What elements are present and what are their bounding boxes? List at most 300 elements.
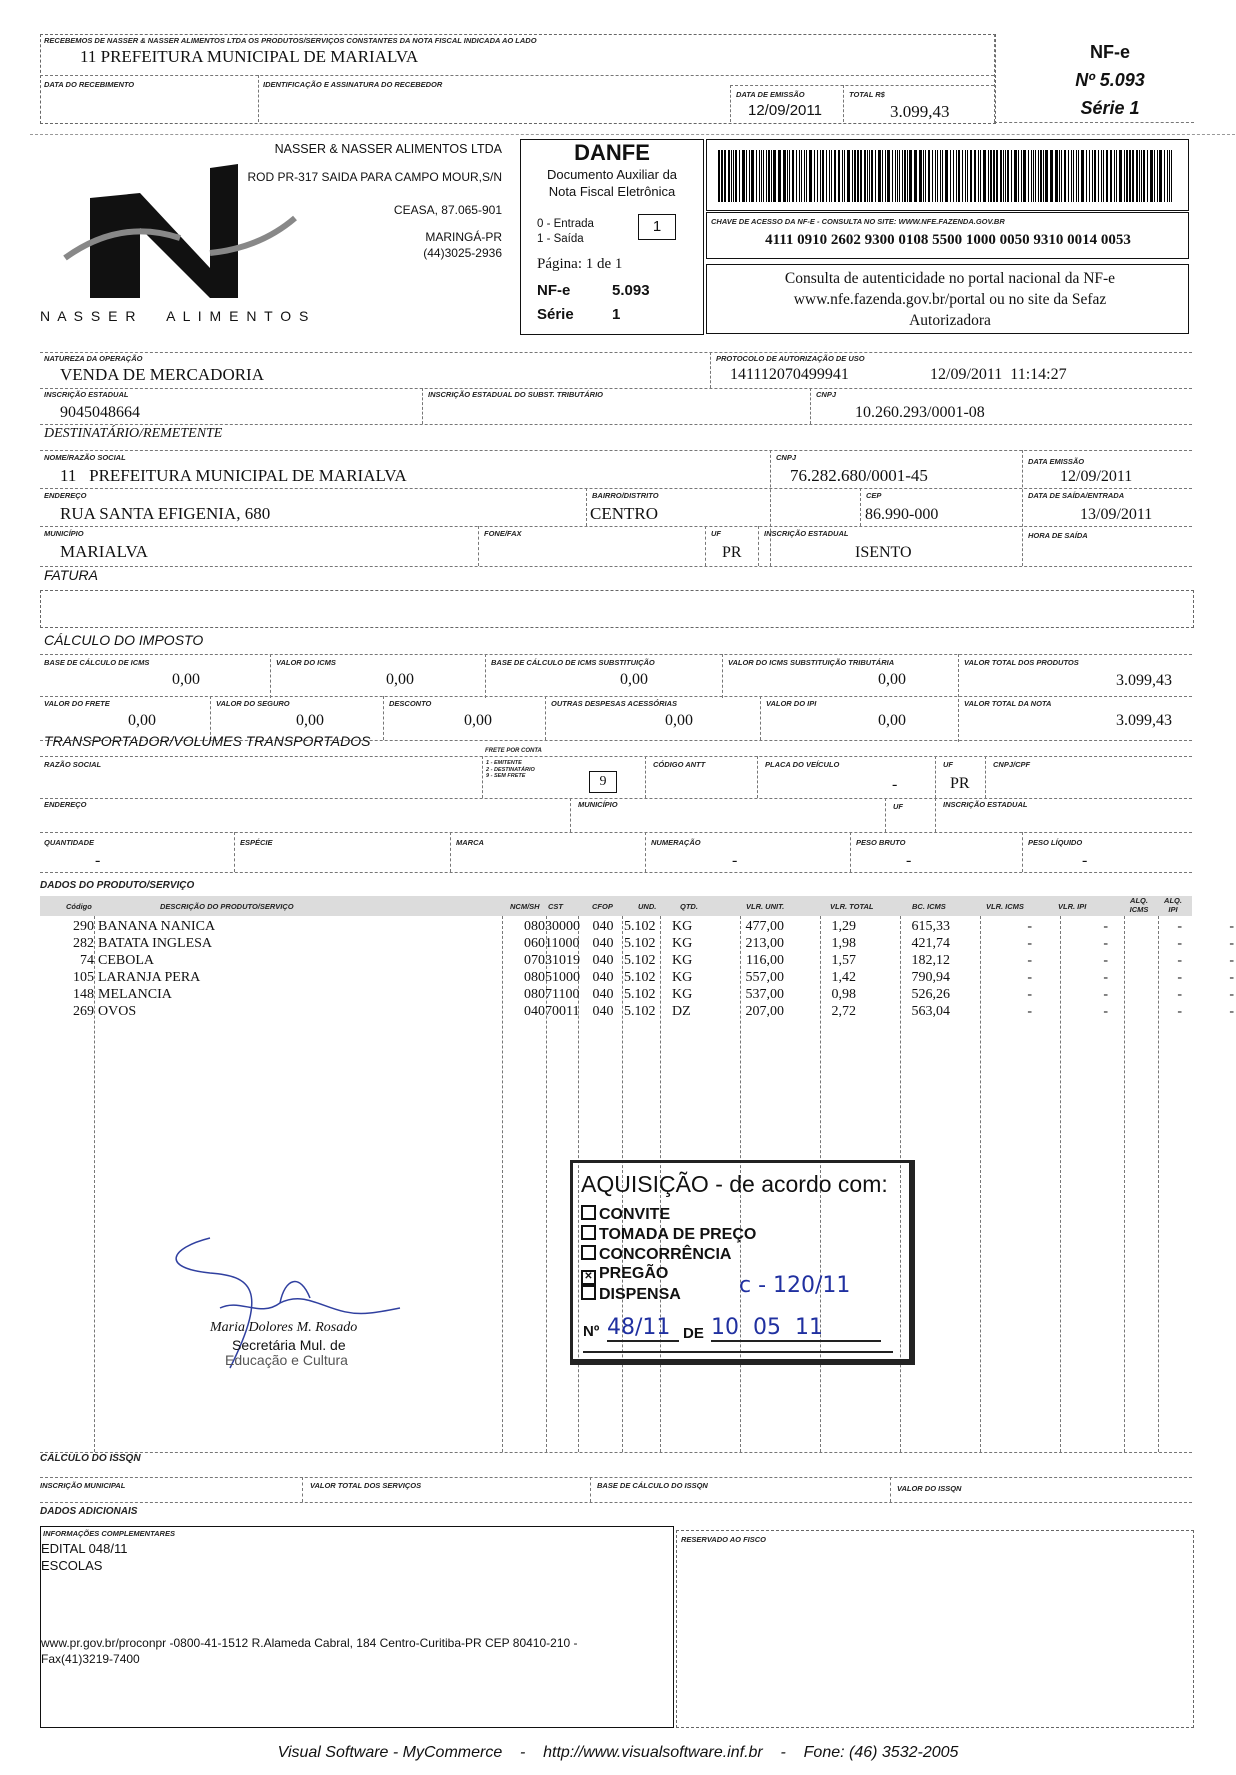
marca-label: MARCA <box>456 838 484 847</box>
fisco-label: RESERVADO AO FISCO <box>681 1535 767 1544</box>
reservado-fisco-box <box>676 1530 1194 1728</box>
dest-saida: 13/09/2011 <box>1080 506 1153 523</box>
barcode-bar <box>1059 150 1060 202</box>
barcode-bar <box>871 150 873 202</box>
servicos-label: VALOR TOTAL DOS SERVIÇOS <box>310 1481 422 1490</box>
ie-label: INSCRIÇÃO ESTADUAL <box>44 390 129 399</box>
barcode-bar <box>792 150 794 202</box>
cell-vlr-total: 182,12 <box>911 952 950 968</box>
barcode-bar <box>940 150 941 202</box>
issqn-section: CÁLCULO DO ISSQN <box>40 1453 141 1464</box>
barcode-bar <box>1018 150 1019 202</box>
dest-uf-label: UF <box>711 529 721 538</box>
barcode-bar <box>718 150 720 202</box>
cell-vlr-ipi: - <box>1177 935 1182 951</box>
access-key: 4111 0910 2602 9300 0108 5500 1000 0050 9310 0014 0053 <box>765 232 1131 248</box>
col-und: UND. <box>638 902 657 911</box>
table-row <box>40 1003 1236 1020</box>
barcode-bar <box>822 150 824 202</box>
barcode-bar <box>892 150 893 202</box>
cell-cfop: 5.102 <box>624 1003 656 1019</box>
barcode-bar <box>1086 150 1087 202</box>
cnpj-label: CNPJ <box>816 390 837 399</box>
icms-st: 0,00 <box>878 671 906 688</box>
barcode-bar <box>1043 150 1044 202</box>
barcode-bar <box>978 150 979 202</box>
cell-vlr-total: 526,26 <box>911 986 950 1002</box>
barcode-bar <box>1092 150 1093 202</box>
barcode-bar <box>937 150 938 202</box>
barcode-bar <box>962 150 963 202</box>
barcode-bar <box>1157 150 1158 202</box>
barcode-bar <box>1106 150 1108 202</box>
cell-codigo: 290 <box>73 918 94 934</box>
dest-municipio-label: MUNICÍPIO <box>44 529 84 538</box>
cell-und: KG <box>672 986 693 1002</box>
barcode-bar <box>925 150 926 202</box>
barcode-bar <box>974 150 976 202</box>
table-row <box>40 969 1236 986</box>
barcode-bar <box>852 150 853 202</box>
cell-und: KG <box>672 952 693 968</box>
danfe-title: DANFE <box>574 140 650 165</box>
stamp-option-label: CONCORRÊNCIA <box>599 1246 732 1263</box>
stamp-numero-label: Nº <box>583 1323 600 1340</box>
barcode-bar <box>950 150 951 202</box>
barcode-bar <box>771 150 772 202</box>
barcode-bar <box>1126 150 1128 202</box>
barcode-bar <box>1110 150 1112 202</box>
receipt-text: RECEBEMOS DE NASSER & NASSER ALIMENTOS LTDA OS PRODUTOS/SERVIÇOS CONSTANTES DA NOTA FISCAL INDICADA AO LADO <box>44 36 537 45</box>
barcode-bar <box>996 150 998 202</box>
barcode-bar <box>1136 150 1138 202</box>
barcode-bar <box>1007 150 1009 202</box>
liquido-value: - <box>1082 852 1088 869</box>
barcode-bar <box>820 150 821 202</box>
frete-conta-label: FRETE POR CONTA <box>485 748 542 754</box>
barcode-bar <box>1028 150 1029 202</box>
barcode-bar <box>724 150 726 202</box>
barcode-bar <box>817 150 818 202</box>
checkbox-icon <box>581 1225 596 1240</box>
cell-cst: 040 <box>592 935 614 951</box>
col-qtd: QTD. <box>680 902 698 911</box>
barcode-bar <box>928 150 930 202</box>
stamp-handwritten: c - 120/11 <box>739 1273 851 1298</box>
dest-cnpj: 76.282.680/0001-45 <box>790 466 928 485</box>
cell-vlr-unit: 1,29 <box>831 918 856 934</box>
transp-ie-label: INSCRIÇÃO ESTADUAL <box>943 800 1028 809</box>
transp-cnpj-label: CNPJ/CPF <box>993 760 1031 769</box>
cell-cfop: 5.102 <box>624 935 656 951</box>
barcode-bar <box>1171 150 1172 202</box>
date-received-label: DATA DO RECEBIMENTO <box>44 80 135 89</box>
dest-name-label: NOME/RAZÃO SOCIAL <box>44 453 126 462</box>
barcode-bar <box>860 150 862 202</box>
barcode-bar <box>1068 150 1069 202</box>
stamp-option-label: CONVITE <box>599 1206 671 1223</box>
danfe-serie-label: Série <box>537 306 574 323</box>
cell-vlr-total: 790,94 <box>911 969 950 985</box>
cell-cfop: 5.102 <box>624 952 656 968</box>
barcode-bar <box>763 150 764 202</box>
danfe-saida: 1 - Saída <box>537 233 584 245</box>
barcode-bar <box>1038 150 1039 202</box>
signature-label: IDENTIFICAÇÃO E ASSINATURA DO RECEBEDOR <box>263 80 443 89</box>
cell-codigo: 105 <box>73 969 94 985</box>
cell-und: KG <box>672 969 693 985</box>
stamp-option-label: PREGÃO <box>599 1265 669 1282</box>
barcode-bar <box>756 150 757 202</box>
footer-text: Visual Software - MyCommerce - http://www.visualsoftware.inf.br - Fone: (46) 3532-2005 <box>277 1744 959 1761</box>
barcode-bar <box>956 150 957 202</box>
cell-ncm: 04070011 <box>524 1003 580 1019</box>
barcode-bar <box>1143 150 1145 202</box>
bruto-label: PESO BRUTO <box>856 838 906 847</box>
cell-vlr-icms: - <box>1103 1003 1108 1019</box>
barcode-bar <box>1139 150 1140 202</box>
consulta-text: Consulta de autenticidade no portal nacional da NF-e www.nfe.fazenda.gov.br/portal ou no site da Sefaz Autorizadora <box>784 270 1116 329</box>
barcode-bar <box>1035 150 1036 202</box>
transp-section: TRANSPORTADOR/VOLUMES TRANSPORTADOS <box>44 733 371 749</box>
signature-dept: Educação e Cultura <box>225 1352 348 1368</box>
barcode-bar <box>814 150 815 202</box>
emission-label: DATA DE EMISSÃO <box>736 90 805 99</box>
info-complementares-box <box>40 1526 674 1728</box>
dest-ie-label: INSCRIÇÃO ESTADUAL <box>764 529 849 538</box>
barcode-bar <box>878 150 881 202</box>
dest-uf: PR <box>722 544 742 561</box>
dest-cnpj-label: CNPJ <box>776 453 797 462</box>
barcode-bar <box>1078 150 1079 202</box>
cell-und: KG <box>672 918 693 934</box>
barcode-bar <box>882 150 883 202</box>
barcode-bar <box>899 150 900 202</box>
col-vlr-ipi: VLR. IPI <box>1058 902 1087 911</box>
barcode-bar <box>1023 150 1026 202</box>
col-vlr-total: VLR. TOTAL <box>830 902 874 911</box>
stamp-option <box>581 1245 731 1264</box>
barcode-bar <box>965 150 966 202</box>
stamp-option <box>581 1265 668 1285</box>
barcode-bar <box>1101 150 1102 202</box>
stamp-numero: 48/11 <box>607 1315 679 1342</box>
cell-cfop: 5.102 <box>624 986 656 1002</box>
numeracao-value: - <box>732 852 738 869</box>
danfe-nfe-label: NF-e <box>537 282 571 299</box>
barcode-bar <box>970 150 972 202</box>
barcode-bar <box>831 150 832 202</box>
barcode-bar <box>907 150 908 202</box>
dest-cep-label: CEP <box>866 491 882 500</box>
dest-municipio: MARIALVA <box>60 542 148 561</box>
protocolo-label: PROTOCOLO DE AUTORIZAÇÃO DE USO <box>716 354 865 363</box>
dest-name: 11 PREFEITURA MUNICIPAL DE MARIALVA <box>60 466 407 485</box>
cell-vlr-icms: - <box>1103 969 1108 985</box>
barcode-bar <box>1050 150 1053 202</box>
dest-saida-label: DATA DE SAÍDA/ENTRADA <box>1028 491 1125 500</box>
dest-bairro: CENTRO <box>590 504 658 523</box>
cell-codigo: 74 <box>80 952 94 968</box>
barcode-bar <box>958 150 960 202</box>
barcode-bar <box>1132 150 1134 202</box>
col-descricao: DESCRIÇÃO DO PRODUTO/SERVIÇO <box>160 902 294 911</box>
cell-vlr-unit: 1,57 <box>831 952 856 968</box>
transp-uf: PR <box>950 775 970 792</box>
checkbox-icon <box>581 1205 596 1220</box>
emitter-phone: (44)3025-2936 <box>423 246 502 260</box>
cell-vlr-total: 563,04 <box>911 1003 950 1019</box>
cell-cfop: 5.102 <box>624 969 656 985</box>
ie-value: 9045048664 <box>60 404 140 421</box>
cell-bc-icms: - <box>1027 969 1032 985</box>
barcode-bar <box>980 150 981 202</box>
emitter-address: ROD PR-317 SAIDA PARA CAMPO MOUR,S/N <box>247 170 502 184</box>
desconto: 0,00 <box>464 712 492 729</box>
cell-vlr-total: 421,74 <box>911 935 950 951</box>
im-label: INSCRIÇÃO MUNICIPAL <box>40 1481 126 1490</box>
brand-text: N A S S E R A L I M E N T O S <box>40 308 311 324</box>
barcode-bar <box>1094 150 1096 202</box>
barcode-bar <box>728 150 730 202</box>
barcode-bar <box>806 150 807 202</box>
barcode-bar <box>787 150 788 202</box>
barcode-bar <box>766 150 767 202</box>
barcode-bar <box>854 150 856 202</box>
checkbox-icon <box>581 1245 596 1260</box>
cell-bc-icms: - <box>1027 1003 1032 1019</box>
barcode-bar <box>1089 150 1090 202</box>
danfe-nfe-number: 5.093 <box>612 282 650 299</box>
barcode-bar <box>778 150 781 202</box>
transp-uf-label: UF <box>943 760 953 769</box>
barcode-bar <box>1098 150 1099 202</box>
cell-alq-icms: - <box>1229 1003 1234 1019</box>
cell-und: KG <box>672 935 693 951</box>
cell-alq-icms: - <box>1229 969 1234 985</box>
cell-cst: 040 <box>592 969 614 985</box>
ie-st-label: INSCRIÇÃO ESTADUAL DO SUBST. TRIBUTÁRIO <box>428 390 604 399</box>
col-alq-ipi: ALQ. IPI <box>1164 896 1182 914</box>
adicionais-section: DADOS ADICIONAIS <box>40 1506 138 1517</box>
barcode-bar <box>1011 150 1012 202</box>
barcode-bar <box>967 150 968 202</box>
barcode-bar <box>829 150 830 202</box>
cell-descricao: LARANJA PERA <box>98 969 201 985</box>
dest-cep: 86.990-000 <box>865 506 939 523</box>
frete-options: 1 - EMITENTE 2 - DESTINATÁRIO 9 - SEM FRETE <box>486 760 535 779</box>
icms-label: VALOR DO ICMS <box>276 658 336 667</box>
ipi-label: VALOR DO IPI <box>766 699 817 708</box>
icms: 0,00 <box>386 671 414 688</box>
barcode-bar <box>796 150 797 202</box>
transp-uf2-label: UF <box>893 802 903 811</box>
dest-ie: ISENTO <box>855 544 912 561</box>
table-row <box>40 918 1236 935</box>
cell-vlr-icms: - <box>1103 952 1108 968</box>
cell-vlr-icms: - <box>1103 986 1108 1002</box>
cell-descricao: BATATA INGLESA <box>98 935 213 951</box>
barcode-bar <box>1119 150 1122 202</box>
barcode-bar <box>1055 150 1058 202</box>
col-ncm: NCM/SH <box>510 902 540 911</box>
cell-bc-icms: - <box>1027 986 1032 1002</box>
barcode-bar <box>742 150 745 202</box>
barcode-bar <box>875 150 876 202</box>
barcode-bar <box>1147 150 1148 202</box>
transp-municipio-label: MUNICÍPIO <box>578 800 618 809</box>
cell-vlr-ipi: - <box>1177 986 1182 1002</box>
cnpj-value: 10.260.293/0001-08 <box>855 404 985 421</box>
dest-bairro-label: BAIRRO/DISTRITO <box>592 491 659 500</box>
danfe-subtitle: Documento Auxiliar da Nota Fiscal Eletrônica <box>546 167 678 199</box>
cell-vlr-unit: 1,42 <box>831 969 856 985</box>
barcode-bar <box>1076 150 1077 202</box>
cell-qtd: 207,00 <box>745 1003 784 1019</box>
bc-issqn-label: BASE DE CÁLCULO DO ISSQN <box>597 1481 708 1490</box>
total-prod: 3.099,43 <box>1116 672 1172 689</box>
stamp-de-label: DE <box>683 1325 704 1342</box>
cell-vlr-unit: 0,98 <box>831 986 856 1002</box>
logo-left-stroke <box>90 193 140 298</box>
barcode-bar <box>953 150 954 202</box>
barcode-bar <box>751 150 754 202</box>
seguro: 0,00 <box>296 712 324 729</box>
barcode-bar <box>932 150 933 202</box>
imposto-section: CÁLCULO DO IMPOSTO <box>44 632 204 648</box>
stub-nfe: NF-e <box>1090 42 1130 62</box>
cell-alq-icms: - <box>1229 952 1234 968</box>
stub-serie: Série 1 <box>1080 98 1140 118</box>
bruto-value: - <box>906 852 912 869</box>
barcode-bar <box>1021 150 1022 202</box>
table-row <box>40 952 1236 969</box>
barcode-bar <box>838 150 840 202</box>
col-vlr-unit: VLR. UNIT. <box>746 902 785 911</box>
barcode-bar <box>809 150 812 202</box>
barcode-bar <box>988 150 989 202</box>
products-section: DADOS DO PRODUTO/SERVIÇO <box>40 880 195 891</box>
barcode-bar <box>1141 150 1142 202</box>
receipt-recipient: 11 PREFEITURA MUNICIPAL DE MARIALVA <box>80 47 419 66</box>
bc-st: 0,00 <box>620 671 648 688</box>
barcode-bar <box>1159 150 1162 202</box>
cell-vlr-unit: 2,72 <box>831 1003 856 1019</box>
access-key-label: CHAVE DE ACESSO DA NF-E - CONSULTA NO SITE: WWW.NFE.FAZENDA.GOV.BR <box>711 217 1005 226</box>
barcode-bar <box>842 150 843 202</box>
info-line1: EDITAL 048/11 <box>41 1541 128 1556</box>
barcode-bar <box>990 150 992 202</box>
cell-ncm: 06011000 <box>524 935 580 951</box>
barcode-bar <box>1167 150 1168 202</box>
barcode-bar <box>1164 150 1165 202</box>
cell-cst: 040 <box>592 986 614 1002</box>
barcode-bar <box>1005 150 1006 202</box>
info-line2: ESCOLAS <box>41 1558 103 1573</box>
barcode-bar <box>773 150 776 202</box>
ipi: 0,00 <box>878 712 906 729</box>
placa-value: - <box>892 776 898 793</box>
natureza-value: VENDA DE MERCADORIA <box>60 365 264 384</box>
cell-bc-icms: - <box>1027 935 1032 951</box>
barcode-bar <box>1061 150 1062 202</box>
frete: 0,00 <box>128 712 156 729</box>
placa-label: PLACA DO VEÍCULO <box>765 760 840 769</box>
cell-ncm: 08051000 <box>524 969 580 985</box>
barcode-bar <box>1116 150 1117 202</box>
bc-icms: 0,00 <box>172 671 200 688</box>
barcode-bar <box>768 150 770 202</box>
cell-descricao: OVOS <box>98 1003 137 1019</box>
emitter-cep: CEASA, 87.065-901 <box>393 203 502 217</box>
cell-vlr-ipi: - <box>1177 1003 1182 1019</box>
cell-vlr-icms: - <box>1103 935 1108 951</box>
barcode-bar <box>735 150 737 202</box>
cell-qtd: 116,00 <box>746 952 784 968</box>
barcode-bar <box>804 150 805 202</box>
bc-icms-label: BASE DE CÁLCULO DE ICMS <box>44 658 150 667</box>
barcode-bar <box>1040 150 1042 202</box>
fatura-box <box>40 590 1194 628</box>
barcode <box>718 150 1176 204</box>
stamp-option <box>581 1225 756 1244</box>
barcode-bar <box>1003 150 1004 202</box>
cell-vlr-icms: - <box>1103 918 1108 934</box>
frete-value: 9 <box>589 771 617 793</box>
barcode-bar <box>739 150 740 202</box>
danfe-pagina: Página: 1 de 1 <box>537 256 623 272</box>
barcode-bar <box>801 150 802 202</box>
transp-endereco-label: ENDEREÇO <box>44 800 87 809</box>
barcode-bar <box>857 150 859 202</box>
cell-vlr-ipi: - <box>1177 969 1182 985</box>
barcode-bar <box>887 150 890 202</box>
cell-qtd: 537,00 <box>745 986 784 1002</box>
emission-value: 12/09/2011 <box>748 102 822 119</box>
col-bc-icms: BC. ICMS <box>912 902 946 911</box>
barcode-bar <box>1150 150 1153 202</box>
procon-text: www.pr.gov.br/proconpr -0800-41-1512 R.Alameda Cabral, 184 Centro-Curitiba-PR CEP 80410-210 - Fax(41)3219-7400 <box>41 1636 578 1666</box>
barcode-bar <box>1031 150 1032 202</box>
stamp-title: AQUISIÇÃO - de acordo com: <box>581 1171 888 1197</box>
barcode-bar <box>902 150 903 202</box>
cell-vlr-unit: 1,98 <box>831 935 856 951</box>
icms-st-label: VALOR DO ICMS SUBSTITUIÇÃO TRIBUTÁRIA <box>728 658 895 667</box>
cell-descricao: CEBOLA <box>98 952 154 968</box>
cell-vlr-total: 615,33 <box>911 918 950 934</box>
barcode-bar <box>733 150 734 202</box>
cell-alq-icms: - <box>1229 935 1234 951</box>
dest-section: DESTINATÁRIO/REMETENTE <box>44 426 223 441</box>
cell-codigo: 282 <box>73 935 94 951</box>
qtd-value: - <box>95 852 101 869</box>
barcode-bar <box>761 150 762 202</box>
protocolo-value: 141112070499941 <box>730 366 849 383</box>
barcode-bar <box>909 150 912 202</box>
barcode-bar <box>731 150 732 202</box>
info-label: INFORMAÇÕES COMPLEMENTARES <box>43 1529 175 1538</box>
barcode-bar <box>783 150 786 202</box>
emitter-city: MARINGÁ-PR <box>425 230 502 244</box>
barcode-bar <box>1033 150 1034 202</box>
qtd-label: QUANTIDADE <box>44 838 94 847</box>
cell-codigo: 269 <box>73 1003 94 1019</box>
acquisition-stamp <box>570 1160 915 1365</box>
antt-label: CÓDIGO ANTT <box>653 760 706 769</box>
barcode-bar <box>834 150 836 202</box>
barcode-bar <box>1045 150 1048 202</box>
barcode-bar <box>1154 150 1155 202</box>
